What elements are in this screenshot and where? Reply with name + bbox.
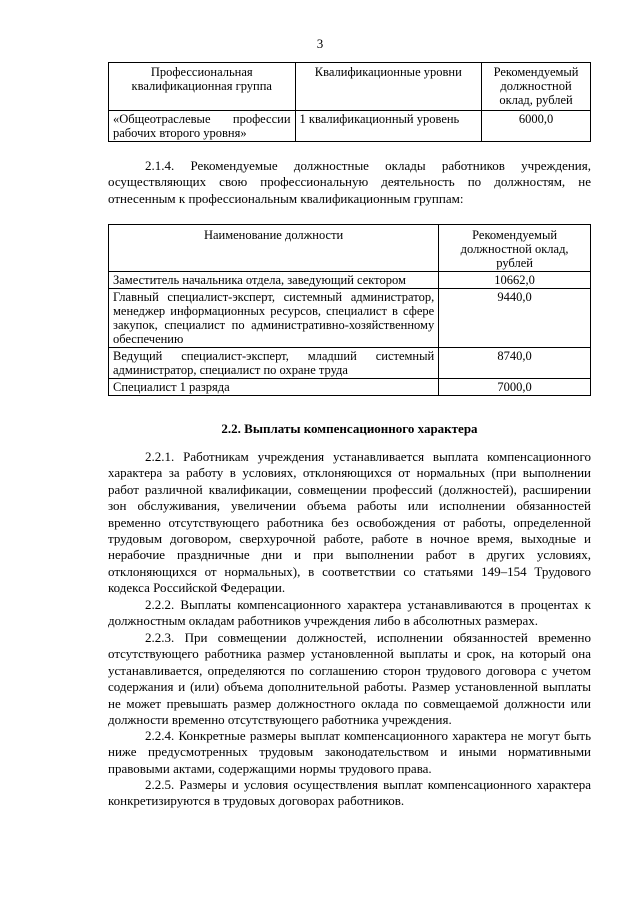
column-header-salary: Рекомендуемый должностной оклад, рублей	[439, 225, 591, 272]
cell-position: Главный специалист-эксперт, системный администратор, менеджер информационных ресурсов, специалист в сфере закупок, специалист по административно-хозяйственному обеспечению	[109, 289, 439, 348]
table-row	[109, 289, 591, 348]
cell-position: Ведущий специалист-эксперт, младший системный администратор, специалист по охране труда	[109, 348, 439, 379]
table-row	[109, 379, 591, 396]
cell-salary: 8740,0	[439, 348, 591, 379]
table-row	[109, 111, 591, 142]
cell-group: «Общеотраслевые профессии рабочих второго уровня»	[109, 111, 296, 142]
table-row	[109, 348, 591, 379]
table-header-row	[109, 63, 591, 111]
cell-level: 1 квалификационный уровень	[295, 111, 482, 142]
paragraph-2-2-2: 2.2.2. Выплаты компенсационного характера устанавливаются в процентах к должностным окладам работников учреждения либо в абсолютных размерах.	[108, 597, 591, 629]
cell-position: Заместитель начальника отдела, заведующий сектором	[109, 272, 439, 289]
cell-salary: 10662,0	[439, 272, 591, 289]
paragraph-2-2-5: 2.2.5. Размеры и условия осуществления выплат компенсационного характера конкретизируются в трудовых договорах работников.	[108, 777, 591, 809]
table-row	[109, 272, 591, 289]
qualification-group-table	[108, 62, 591, 142]
paragraph-2-2-3: 2.2.3. При совмещении должностей, исполнении обязанностей временно отсутствующего работника размер установленной выплаты и срок, на который она устанавливается, определяются по соглашению сторон трудового договора с учетом содержания и (или) объема дополнительной работы. Размер установленной выплаты не может превышать размер должностного оклада по совмещаемой должности или должности временно отсутствующего работника учреждения.	[108, 630, 591, 728]
cell-position: Специалист 1 разряда	[109, 379, 439, 396]
table-header-row	[109, 225, 591, 272]
cell-salary: 9440,0	[439, 289, 591, 348]
paragraph-2-2-4: 2.2.4. Конкретные размеры выплат компенсационного характера не могут быть ниже предусмотренных трудовым законодательством и иными нормативными правовыми актами, содержащими нормы трудового права.	[108, 728, 591, 776]
cell-salary: 6000,0	[482, 111, 591, 142]
column-header-group: Профессиональная квалификационная группа	[109, 63, 296, 111]
paragraph-2-1-4: 2.1.4. Рекомендуемые должностные оклады работников учреждения, осуществляющих свою профессиональную деятельность по должностям, не отнесенным к профессиональным квалификационным группам:	[108, 158, 591, 206]
column-header-salary: Рекомендуемый должностной оклад, рублей	[482, 63, 591, 111]
section-heading: 2.2. Выплаты компенсационного характера	[221, 421, 478, 436]
positions-salary-table	[108, 224, 591, 396]
page-number: 3	[316, 36, 324, 51]
paragraph-2-2-1: 2.2.1. Работникам учреждения устанавливается выплата компенсационного характера за работу в условиях, отклоняющихся от нормальных (при выполнении работ различной квалификации, совмещении профессий (должностей), расширении зон обслуживания, увеличении объема работы или исполнении обязанностей временно отсутствующего работника без освобождения от работы, определенной трудовым договором, сверхурочной работе, работе в ночное время, выходные и нерабочие праздничные дни и при выполнении работ в других условиях, отклоняющихся от нормальных), в соответствии со статьями 149–154 Трудового кодекса Российской Федерации.	[108, 449, 591, 596]
column-header-level: Квалификационные уровни	[295, 63, 482, 111]
cell-salary: 7000,0	[439, 379, 591, 396]
column-header-position: Наименование должности	[109, 225, 439, 272]
